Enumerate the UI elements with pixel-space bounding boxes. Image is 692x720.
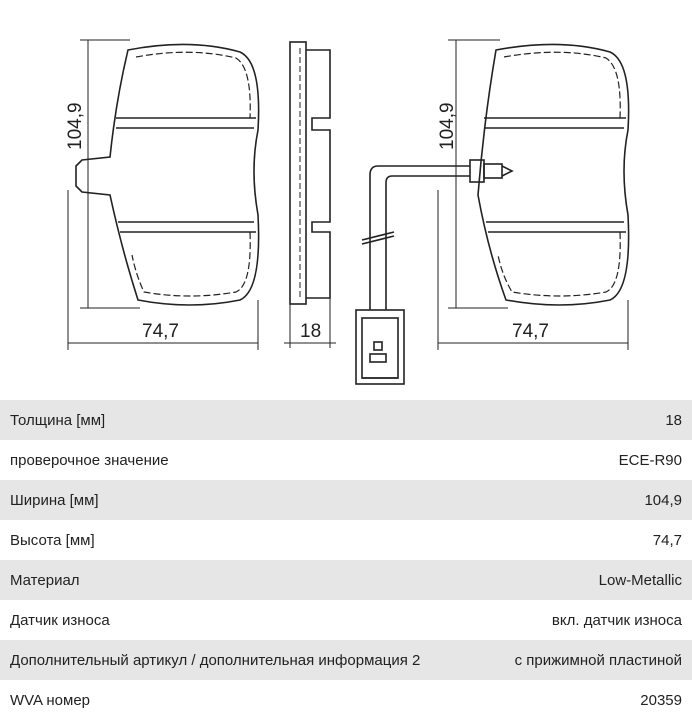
spec-row [0, 560, 692, 600]
spec-row [0, 640, 692, 680]
front-width-label: 74,7 [142, 321, 179, 342]
spec-label: Дополнительный артикул / дополнительная информация 2 [10, 651, 421, 669]
specs-table [0, 400, 692, 720]
front-height-dimension [80, 40, 140, 308]
spec-row [0, 600, 692, 640]
wear-sensor-cable [356, 160, 512, 384]
spec-row [0, 440, 692, 480]
spec-value: ECE-R90 [618, 451, 682, 469]
spec-row [0, 400, 692, 440]
spec-value: с прижимной пластиной [514, 651, 682, 669]
spec-label: WVA номер [10, 691, 91, 709]
spec-value: 104,9 [644, 491, 682, 509]
spec-value: вкл. датчик износа [551, 611, 682, 629]
front-height-label: 104,9 [65, 102, 86, 150]
side-view-pad [290, 42, 330, 304]
spec-label: Материал [10, 571, 80, 589]
spec-label: Датчик износа [10, 611, 110, 629]
rear-height-dimension [448, 40, 508, 308]
spec-row [0, 680, 692, 720]
front-view-pad [76, 44, 259, 305]
side-thickness-label: 18 [300, 321, 322, 342]
rear-height-label: 104,9 [437, 102, 458, 150]
spec-value: 18 [665, 411, 682, 429]
spec-value: Low-Metallic [598, 571, 682, 589]
rear-width-label: 74,7 [512, 321, 549, 342]
spec-label: Высота [мм] [10, 531, 95, 549]
spec-label: проверочное значение [10, 451, 169, 469]
spec-value: 20359 [640, 691, 682, 709]
spec-value: 74,7 [652, 531, 682, 549]
spec-label: Толщина [мм] [10, 411, 106, 429]
rear-view-pad [478, 44, 629, 305]
spec-row [0, 520, 692, 560]
spec-label: Ширина [мм] [10, 491, 99, 509]
spec-row [0, 480, 692, 520]
